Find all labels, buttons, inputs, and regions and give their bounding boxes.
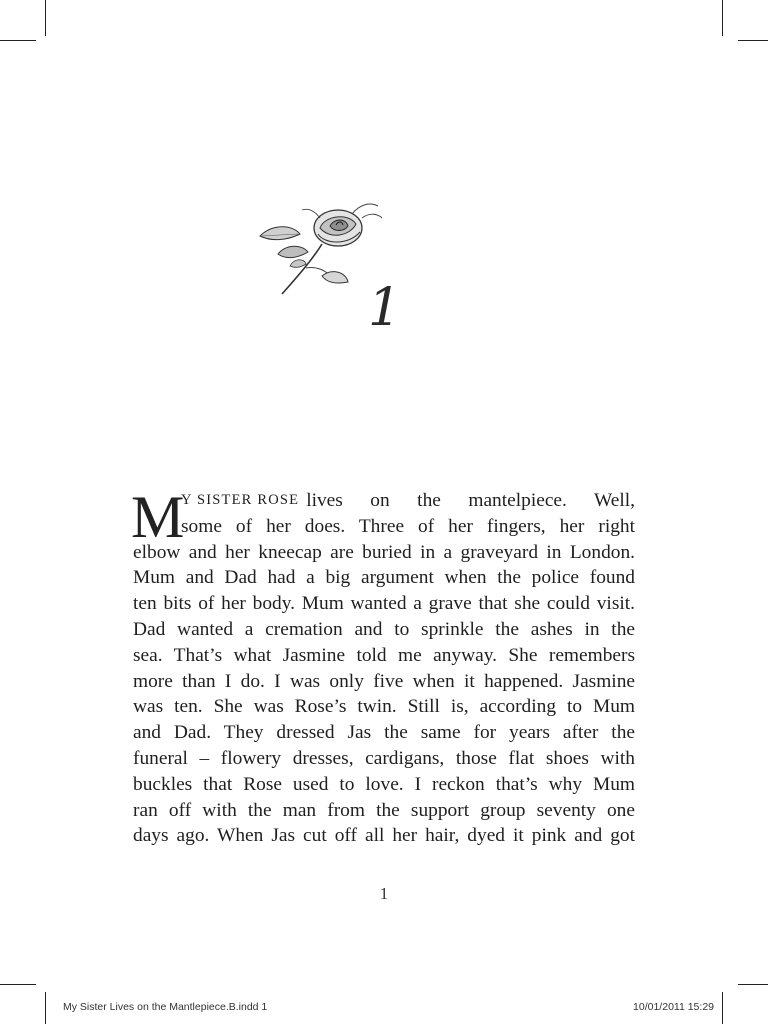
first-line-rest: lives on the mantelpiece. Well,: [306, 490, 635, 511]
text-line: more than I do. I was only five when it happened. Jasmine: [133, 670, 635, 692]
crop-mark-top-left-horizontal: [0, 40, 36, 41]
crop-mark-top-left-vertical: [45, 0, 46, 36]
crop-mark-bottom-right-horizontal: [738, 984, 768, 985]
chapter-number: 1: [368, 278, 402, 338]
crop-mark-bottom-left-vertical: [45, 992, 46, 1024]
text-line: sea. That’s what Jasmine told me anyway. She remembers: [133, 644, 635, 666]
crop-mark-top-right-horizontal: [738, 40, 768, 41]
crop-mark-top-right-vertical: [722, 0, 723, 36]
crop-mark-bottom-left-horizontal: [0, 984, 36, 985]
text-line: was ten. She was Rose’s twin. Still is, according to Mum: [133, 696, 635, 718]
text-line: funeral – flowery dresses, cardigans, those flat shoes with: [133, 747, 635, 769]
text-line: elbow and her kneecap are buried in a graveyard in London.: [133, 541, 635, 563]
text-line: buckles that Rose used to love. I reckon that’s why Mum: [133, 773, 635, 795]
body-lines: [133, 540, 635, 850]
slug-datetime: 10/01/2011 15:29: [633, 1001, 714, 1013]
text-line-1: [133, 488, 635, 514]
text-line: and Dad. They dressed Jas the same for years after the: [133, 722, 635, 744]
page-number: 1: [379, 884, 389, 903]
slug-filename: My Sister Lives on the Mantlepiece.B.indd 1: [63, 1001, 268, 1013]
text-line: ten bits of her body. Mum wanted a grave that she could visit.: [133, 593, 635, 615]
second-line-text: some of her does. Three of her fingers, her right: [181, 515, 635, 537]
text-line-2: [133, 514, 635, 540]
text-line: Dad wanted a cremation and to sprinkle the ashes in the: [133, 618, 635, 640]
text-line: Mum and Dad had a big argument when the police found: [133, 567, 635, 589]
chapter-body-text: [131, 484, 635, 849]
crop-mark-bottom-right-vertical: [722, 992, 723, 1024]
text-line: ran off with the man from the support group seventy one: [133, 799, 635, 821]
text-line: days ago. When Jas cut off all her hair, dyed it pink and got: [133, 825, 635, 847]
small-caps-opening: Y SISTER ROSE: [181, 492, 300, 508]
drop-cap: M: [131, 484, 185, 550]
